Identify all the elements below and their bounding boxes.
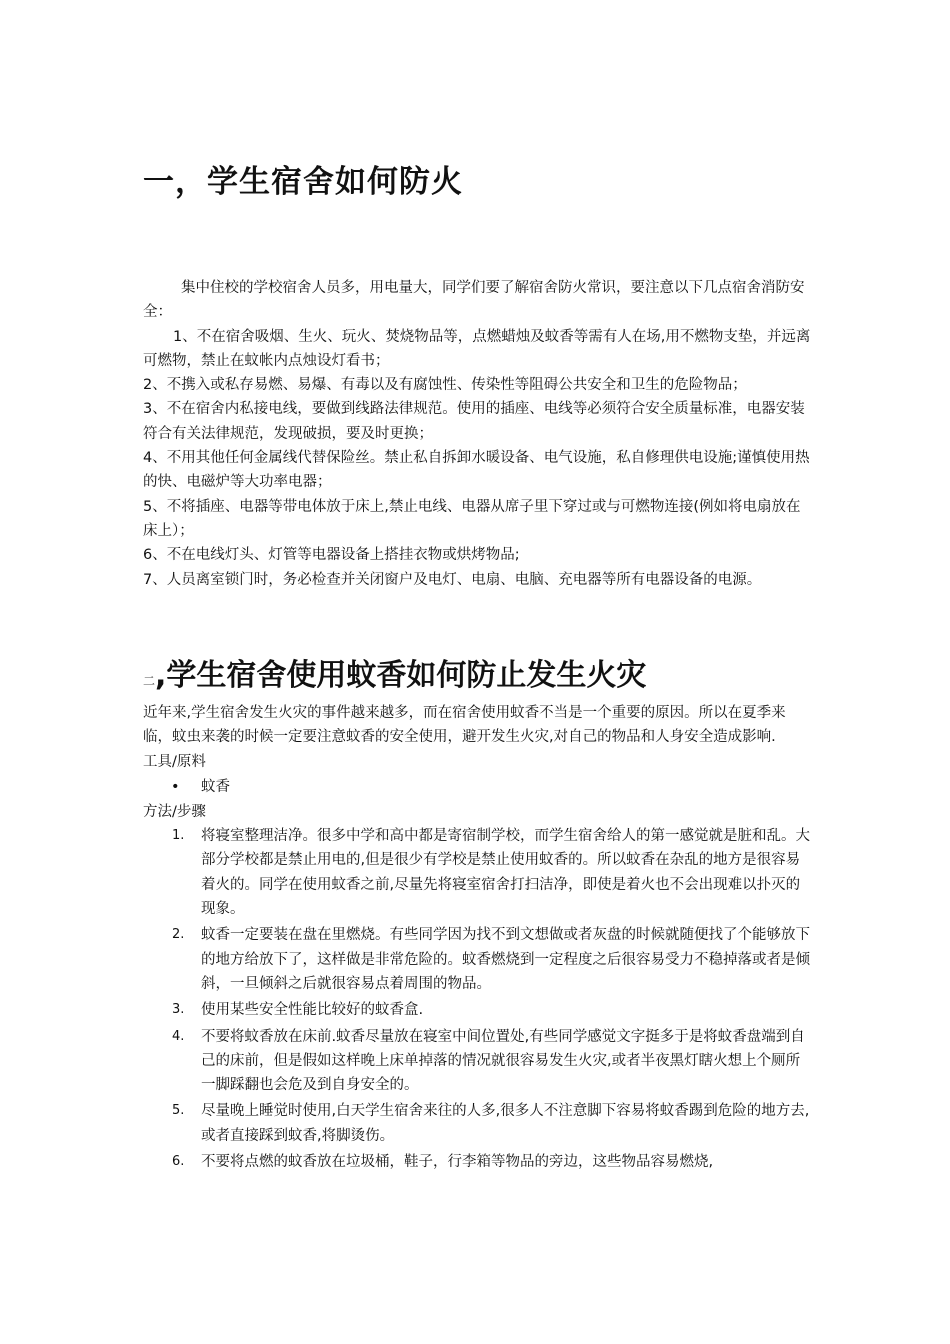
step-number: 5.: [172, 1103, 185, 1119]
section1-title: 一，学生宿舍如何防火: [143, 164, 463, 200]
tools-label: 工具/原料: [143, 753, 206, 770]
step-item: [143, 1025, 811, 1098]
list-item: 4、不用其他任何金属线代替保险丝。禁止私自拆卸水暖设备、电气设施，私自修理供电设施;谨慎使用热的快、电磁炉等大功率电器；: [143, 450, 810, 491]
step-number: 2.: [172, 927, 185, 943]
step-text: 将寝室整理洁净。很多中学和高中都是寄宿制学校，而学生宿舍给人的第一感觉就是脏和乱。大部分学校都是禁止用电的,但是很少有学校是禁止使用蚊香的。所以蚊香在杂乱的地方是很容易着火的。同学在使用蚊香之前,尽量先将寝室宿舍打扫洁净，即使是着火也不会出现难以扑灭的现象。: [201, 828, 810, 918]
section2-intro: 近年来,学生宿舍发生火灾的事件越来越多，而在宿舍使用蚊香不当是一个重要的原因。所以在夏季来临，蚊虫来袭的时候一定要注意蚊香的安全使用，避开发生火灾,对自己的物品和人身安全造成影响.: [143, 705, 786, 746]
step-number: 1.: [172, 828, 185, 844]
list-item: 6、不在电线灯头、灯管等电器设备上搭挂衣物或烘烤物品;: [143, 547, 520, 564]
section2-title: [143, 654, 646, 703]
section2-title-text: ,学生宿舍使用蚊香如何防止发生火灾: [155, 658, 647, 693]
bullet-icon: •: [171, 778, 180, 795]
step-number: 3.: [172, 1002, 185, 1018]
section1-body: [143, 276, 811, 592]
section2-title-prefix: 二: [143, 674, 156, 688]
list-item: 2、不携入或私存易燃、易爆、有毒以及有腐蚀性、传染性等阻碍公共安全和卫生的危险物品；: [143, 377, 747, 394]
step-item: [143, 1150, 811, 1174]
step-text: 使用某些安全性能比较好的蚊香盒.: [201, 1002, 424, 1019]
tools-list-item: [143, 774, 811, 800]
steps-list: [143, 824, 811, 1174]
section2-body: [143, 701, 811, 1176]
step-number: 6.: [172, 1154, 185, 1170]
step-text: 蚊香一定要装在盘在里燃烧。有些同学因为找不到文想做或者灰盘的时候就随便找了个能够放下的地方给放下了，这样做是非常危险的。蚊香燃烧到一定程度之后很容易受力不稳掉落或者是倾斜，一旦倾斜之后就很容易点着周围的物品。: [201, 927, 810, 992]
step-item: [143, 824, 811, 921]
step-text: 不要将点燃的蚊香放在垃圾桶，鞋子，行李箱等物品的旁边，这些物品容易燃烧,: [201, 1154, 714, 1171]
step-item: [143, 923, 811, 996]
step-item: [143, 1099, 811, 1148]
section1-intro: 集中住校的学校宿舍人员多，用电量大，同学们要了解宿舍防火常识，要注意以下几点宿舍消防安全：: [143, 280, 805, 321]
steps-label: 方法/步骤: [143, 803, 206, 820]
step-text: 尽量晚上睡觉时使用,白天学生宿舍来往的人多,很多人不注意脚下容易将蚊香踢到危险的地方去,或者直接踩到蚊香,将脚烫伤。: [201, 1103, 810, 1144]
tool-name: 蚊香: [201, 778, 230, 795]
list-item: 3、不在宿舍内私接电线，要做到线路法律规范。使用的插座、电线等必须符合安全质量标准，电器安装符合有关法律规范，发现破损，要及时更换；: [143, 401, 805, 442]
list-item: 1、不在宿舍吸烟、生火、玩火、焚烧物品等，点燃蜡烛及蚊香等需有人在场,用不燃物支垫，并远离可燃物，禁止在蚊帐内点烛设灯看书；: [143, 328, 811, 369]
step-text: 不要将蚊香放在床前.蚊香尽量放在寝室中间位置处,有些同学感觉文字挺多于是将蚊香盘端到自己的床前，但是假如这样晚上床单掉落的情况就很容易发生火灾,或者半夜黑灯瞎火想上个厕所一脚踩翻也会危及到自身安全的。: [201, 1028, 805, 1094]
list-item: 5、不将插座、电器等带电体放于床上,禁止电线、电器从席子里下穿过或与可燃物连接(例如将电扇放在床上）；: [143, 498, 801, 539]
step-number: 4.: [172, 1028, 185, 1044]
list-item: 7、人员离室锁门时，务必检查并关闭窗户及电灯、电扇、电脑、充电器等所有电器设备的电源。: [143, 571, 762, 588]
step-item: [143, 998, 811, 1022]
